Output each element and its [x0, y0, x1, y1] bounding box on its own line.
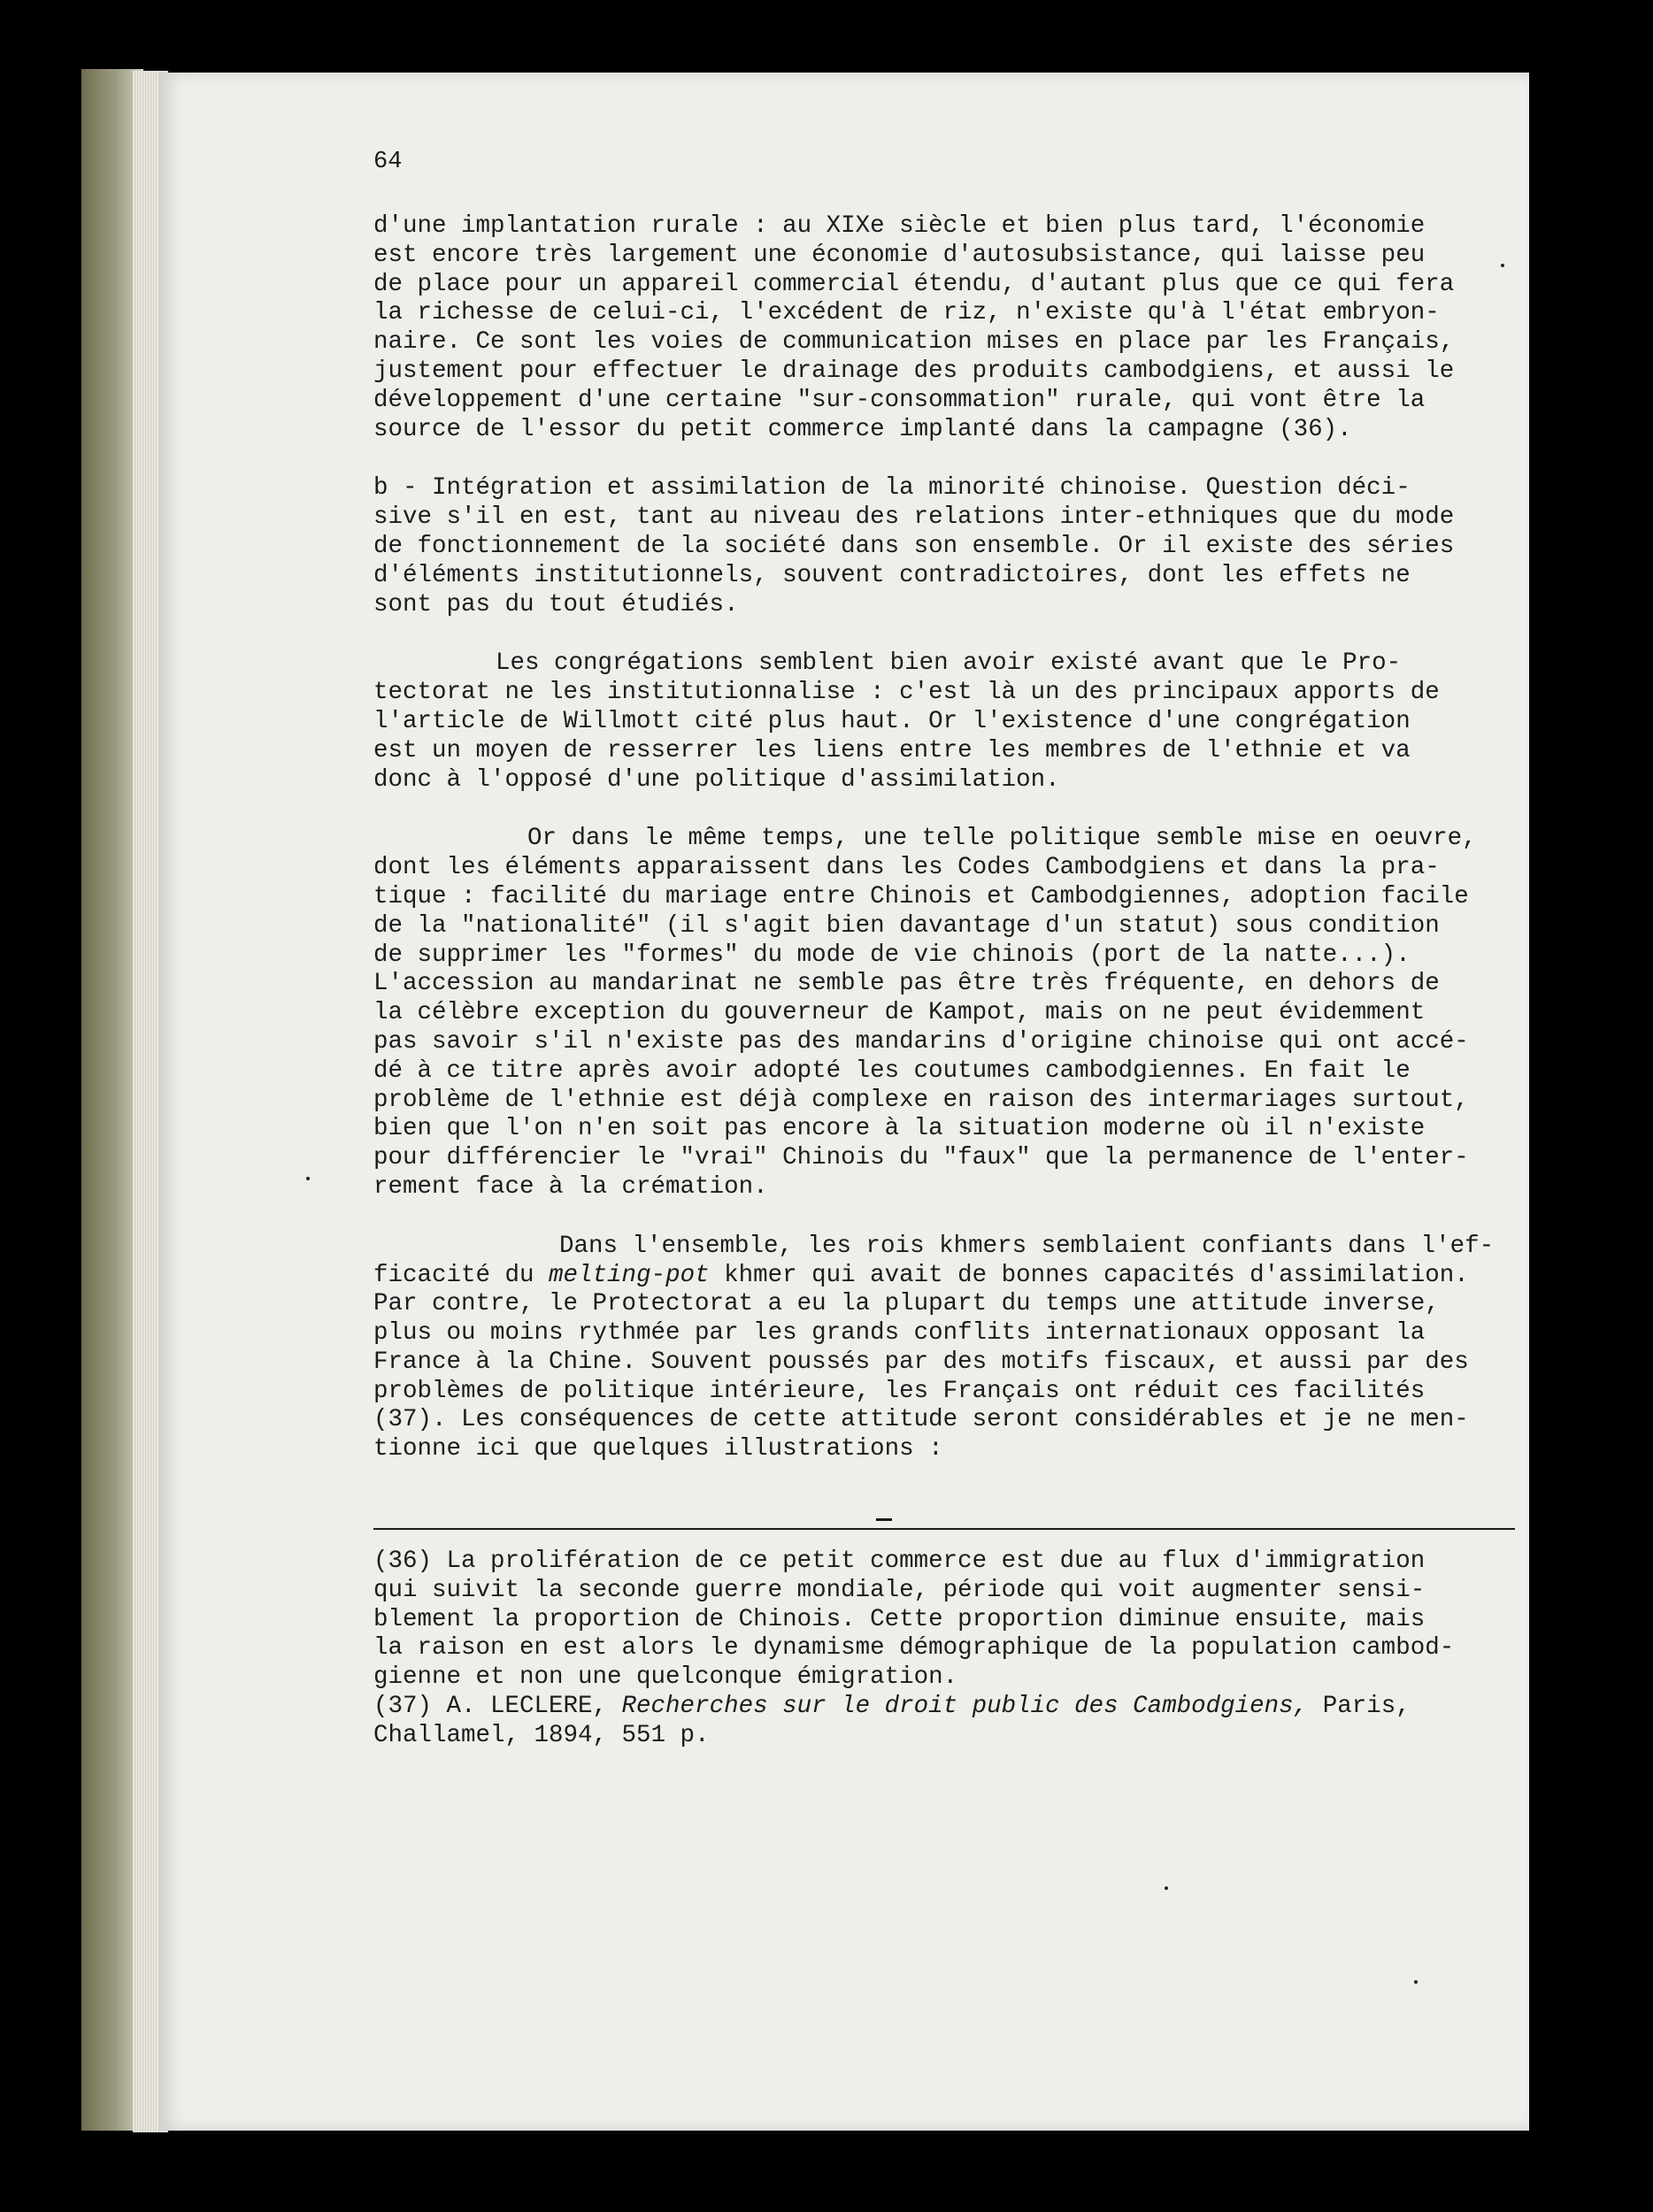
footnotes — [373, 1548, 1515, 1751]
paragraph-assimilation-policy: Or dans le même temps, une telle politique semble mise en oeuvre, dont les éléments apparaissent dans les Codes Cambodgiens et dans la pra- tique : facilité du mariage entre Chinois et Cambodgiennes, adoption facile de la "nationalité" (il s'agit bien davantage d'un statut) sous condition de supprimer les "formes" du mode de vie chinois (port de la natte...). L'accession au mandarinat ne semble pas être très fréquente, en dehors de la célèbre exception du gouverneur de Kampot, mais on ne peut évidemment pas savoir s'il n'existe pas des mandarins d'origine chinoise qui ont accé- dé à ce titre après avoir adopté les coutumes cambodgiennes. En fait le problème de l'ethnie est déjà complexe en raison des intermariages surtout, bien que l'on n'en soit pas encore à la situation moderne où il n'existe pour différencier le "vrai" Chinois du "faux" que la permanence de l'enter- rement face à la crémation. — [373, 825, 1477, 1201]
paragraph-integration: b - Intégration et assimilation de la minorité chinoise. Question déci- sive s'il en est, tant au niveau des relations inter-ethniques que du mode de fonctionnement de la société dans son ensemble. Or il existe des séries d'éléments institutionnels, souvent contradictoires, dont les effets ne sont pas du tout étudiés. — [373, 474, 1455, 618]
paragraph-khmer-kings — [373, 1233, 1515, 1464]
footnote-37-author: (37) A. LECLERE, — [373, 1693, 622, 1721]
footnote-37-title: Recherches sur le droit public des Cambodgiens, — [621, 1693, 1309, 1721]
speck — [1165, 1886, 1168, 1890]
body-text — [373, 212, 1515, 1751]
separator-tick — [876, 1518, 892, 1521]
footnote-37-publisher: Paris, Challamel, 1894, 551 p. — [373, 1693, 1411, 1749]
page-number: 64 — [373, 149, 403, 175]
speck — [1501, 264, 1504, 267]
paragraph-khmer-kings-part1: Dans l'ensemble, les rois khmers semblaient confiants dans l'ef- ficacité du — [373, 1232, 1495, 1289]
footnote-36: (36) La prolifération de ce petit commerce est due au flux d'immigration qui suivit la seconde guerre mondiale, période qui voit augmenter sensi- blement la proportion de Chinois. Cette proportion diminue ensuite, mais la raison en est alors le dynamisme démographique de la population cambod- gienne et non une quelconque émigration. — [373, 1548, 1455, 1692]
footnote-separator — [373, 1500, 1515, 1530]
footnote-37 — [373, 1693, 1515, 1751]
paragraph-rural-economy: d'une implantation rurale : au XIXe siècle et bien plus tard, l'économie est encore très largement une économie d'autosubsistance, qui laisse peu de place pour un appareil commercial étendu, d'autant plus que ce qui fera la richesse de celui-ci, l'excédent de riz, n'existe qu'à l'état embryon- naire. Ce sont les voies de communication mises en place par les Français, justement pour effectuer le drainage des produits cambodgiens, et aussi le développement d'une certaine "sur-consommation" rurale, qui vont être la source de l'essor du petit commerce implanté dans la campagne (36). — [373, 212, 1455, 443]
separator-line — [373, 1528, 1515, 1530]
paragraph-khmer-kings-part2: khmer qui avait de bonnes capacités d'assimilation. Par contre, le Protectorat a eu la plupart du temps une attitude inverse, plus ou moins rythmée par les grands conflits internationaux opposant la France à la Chine. Souvent poussés par des motifs fiscaux, et aussi par des problèmes de politique intérieure, les Français ont réduit ces facilités (37). Les conséquences de cette attitude seront considérables et je ne men- tionne ici que quelques illustrations : — [373, 1261, 1469, 1463]
paragraph-congregations: Les congrégations semblent bien avoir existé avant que le Pro- tectorat ne les institutionnalise : c'est là un des principaux apports de l'article de Willmott cité plus haut. Or l'existence d'une congrégation est un moyen de resserrer les liens entre les membres de l'ethnie et va donc à l'opposé d'une politique d'assimilation. — [373, 649, 1440, 794]
melting-pot-term: melting-pot — [549, 1261, 710, 1289]
speck — [306, 1177, 310, 1180]
speck — [1414, 1980, 1418, 1984]
